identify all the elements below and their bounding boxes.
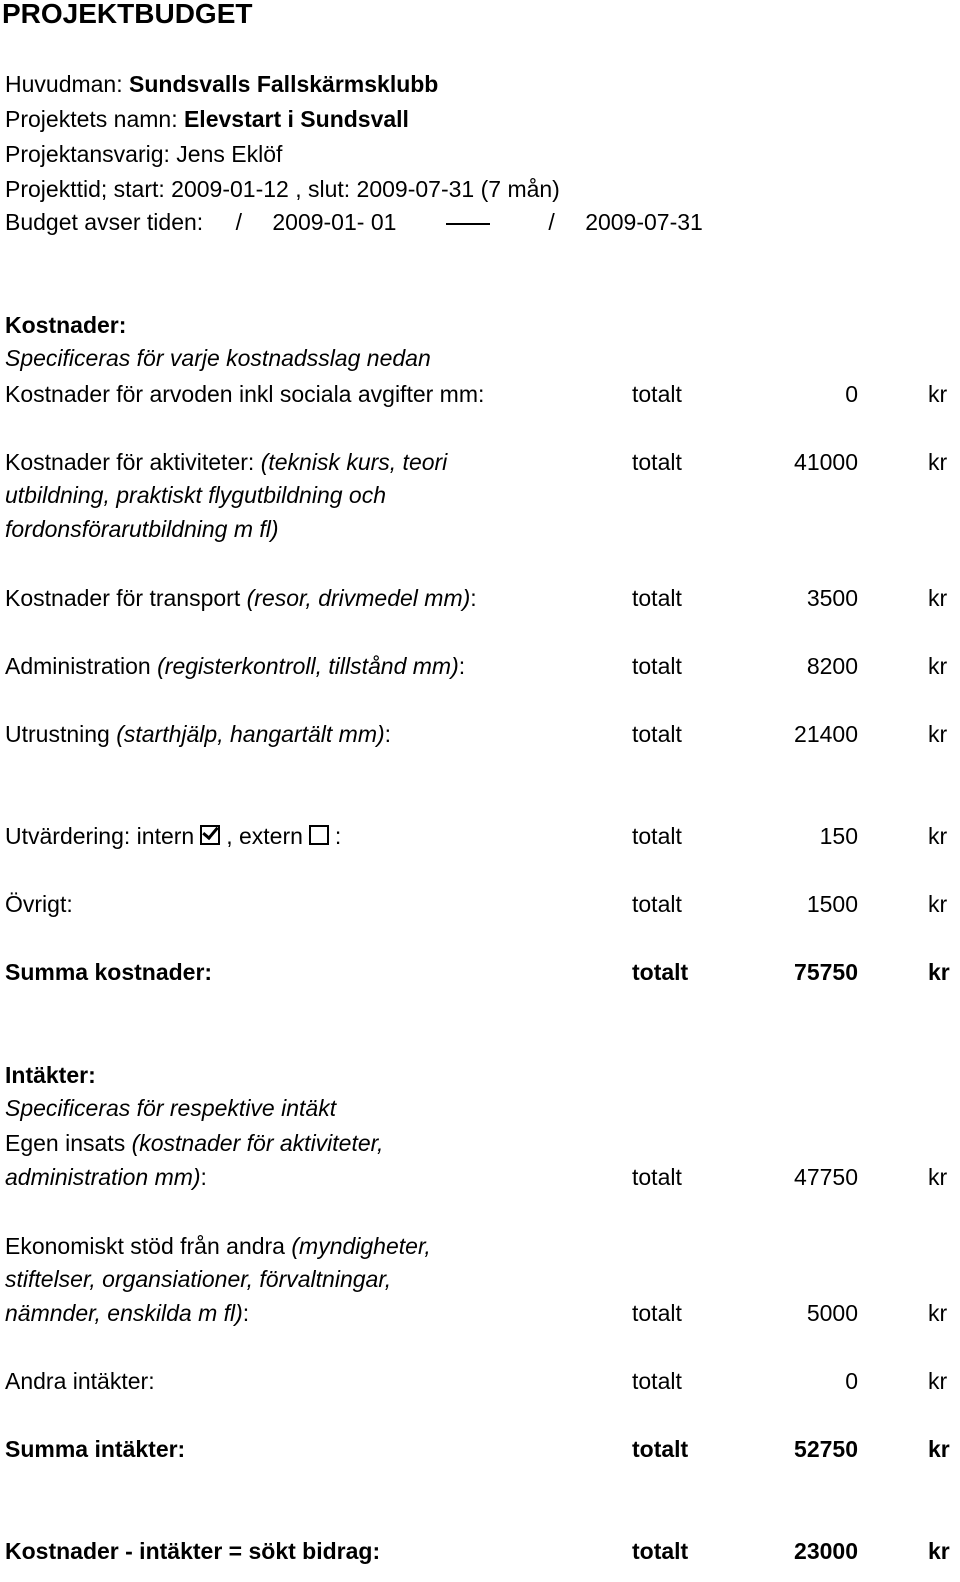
- unit-label: kr: [928, 449, 948, 475]
- income-amount-andra: 0: [845, 1368, 858, 1394]
- egen-note-line-2: [5, 1164, 207, 1191]
- aktiviteter-note: (teknisk kurs, teori: [260, 449, 448, 475]
- totalt-label: totalt: [632, 891, 682, 917]
- cost-amount-utrustning: 21400: [794, 721, 858, 747]
- cost-row-aktiviteter: [5, 449, 447, 476]
- totalt-label: totalt: [632, 721, 682, 747]
- totalt-label: totalt: [632, 449, 682, 475]
- stod-note-3: nämnder, enskilda m fl): [5, 1300, 243, 1326]
- huvudman-line: [5, 71, 438, 98]
- unit-label: kr: [928, 891, 948, 917]
- income-sum-amount: 52750: [794, 1436, 858, 1462]
- cost-row-utvardering: [5, 823, 341, 850]
- totalt-label: totalt: [632, 653, 682, 679]
- stod-note: (myndigheter,: [291, 1233, 431, 1259]
- budget-period-dash: [446, 223, 490, 225]
- admin-colon: :: [458, 653, 466, 679]
- egen-colon: :: [200, 1164, 207, 1190]
- income-amount-ekonomiskt-stod: 5000: [806, 1300, 858, 1326]
- unit-label: kr: [928, 1300, 948, 1326]
- extern-checkbox[interactable]: [309, 825, 329, 845]
- unit-label: kr: [928, 1368, 948, 1394]
- transport-colon: :: [470, 585, 477, 611]
- unit-label: kr: [928, 381, 948, 407]
- income-sum-label: Summa intäkter:: [5, 1436, 186, 1462]
- aktiviteter-note-line-2: utbildning, praktiskt flygutbildning och: [5, 482, 387, 508]
- unit-label: kr: [928, 721, 948, 747]
- totalt-label: totalt: [632, 1164, 682, 1190]
- totalt-label: totalt: [632, 381, 682, 407]
- unit-label: kr: [928, 653, 948, 679]
- project-name-value: Elevstart i Sundsvall: [183, 106, 409, 132]
- totalt-label: totalt: [632, 1368, 682, 1394]
- utvardering-extern-label: , extern: [226, 823, 303, 849]
- cost-amount-administration: 8200: [806, 653, 858, 679]
- huvudman-label: Huvudman:: [5, 71, 130, 97]
- cost-row-ovrigt: Övrigt:: [5, 891, 73, 917]
- budget-to-date: 2009-07-31: [585, 209, 703, 235]
- aktiviteter-label: Kostnader för aktiviteter:: [5, 449, 261, 475]
- stod-note-line-3: [5, 1300, 249, 1327]
- aktiviteter-note-line-3: fordonsförarutbildning m fl): [5, 516, 279, 542]
- utvardering-colon: :: [334, 823, 342, 849]
- admin-note: (registerkontroll, tillstånd mm): [157, 653, 459, 679]
- result-label: Kostnader - intäkter = sökt bidrag:: [5, 1538, 381, 1564]
- egen-note-2: administration mm): [5, 1164, 201, 1190]
- project-manager-line: Projektansvarig: Jens Eklöf: [5, 141, 283, 167]
- costs-heading: Kostnader:: [5, 312, 127, 338]
- unit-label: kr: [928, 1436, 950, 1462]
- totalt-label: totalt: [632, 585, 682, 611]
- cost-sum-label: Summa kostnader:: [5, 959, 213, 985]
- cost-row-arvoden: Kostnader för arvoden inkl sociala avgifter mm:: [5, 381, 485, 407]
- utrustning-note: (starthjälp, hangartält mm): [116, 721, 385, 747]
- costs-subheading: Specificeras för varje kostnadsslag nedan: [5, 345, 431, 371]
- income-row-ekonomiskt-stod: [5, 1233, 431, 1260]
- unit-label: kr: [928, 1164, 948, 1190]
- project-name-line: [5, 106, 409, 133]
- project-name-label: Projektets namn:: [5, 106, 184, 132]
- budget-period-label: Budget avser tiden:: [5, 209, 204, 235]
- stod-label: Ekonomiskt stöd från andra: [5, 1233, 292, 1259]
- income-subheading: Specificeras för respektive intäkt: [5, 1095, 337, 1121]
- cost-amount-aktiviteter: 41000: [794, 449, 858, 475]
- cost-row-utrustning: [5, 721, 391, 748]
- unit-label: kr: [928, 1538, 950, 1564]
- income-row-andra: Andra intäkter:: [5, 1368, 155, 1394]
- income-heading: Intäkter:: [5, 1062, 96, 1088]
- transport-label: Kostnader för transport: [5, 585, 247, 611]
- stod-colon: :: [242, 1300, 250, 1326]
- cost-sum-amount: 75750: [794, 959, 858, 985]
- cost-row-administration: [5, 653, 465, 680]
- unit-label: kr: [928, 585, 948, 611]
- huvudman-value: Sundsvalls Fallskärmsklubb: [129, 71, 439, 97]
- totalt-label: totalt: [632, 823, 682, 849]
- cost-amount-transport: 3500: [806, 585, 858, 611]
- totalt-label: totalt: [632, 1300, 682, 1326]
- cost-amount-utvardering: 150: [819, 823, 858, 849]
- unit-label: kr: [928, 959, 950, 985]
- totalt-label: totalt: [632, 1538, 689, 1564]
- egen-label: Egen insats: [5, 1130, 132, 1156]
- document-title: PROJEKTBUDGET: [2, 0, 253, 29]
- admin-label: Administration: [5, 653, 158, 679]
- egen-note: (kostnader för aktiviteter,: [131, 1130, 384, 1156]
- budget-to-slash: /: [548, 209, 555, 235]
- intern-checkbox[interactable]: [200, 825, 220, 845]
- income-row-egen-insats: [5, 1130, 383, 1157]
- totalt-label: totalt: [632, 959, 689, 985]
- budget-from-date: 2009-01- 01: [272, 209, 397, 235]
- project-period-line: Projekttid; start: 2009-01-12 , slut: 2009-07-31 (7 mån): [5, 176, 560, 202]
- budget-from-slash: /: [235, 209, 242, 235]
- stod-note-line-2: stiftelser, organsiationer, förvaltningar,: [5, 1266, 392, 1292]
- cost-row-transport: [5, 585, 477, 612]
- utrustning-colon: :: [384, 721, 392, 747]
- unit-label: kr: [928, 823, 948, 849]
- transport-note: (resor, drivmedel mm): [246, 585, 471, 611]
- cost-amount-ovrigt: 1500: [806, 891, 858, 917]
- result-amount: 23000: [794, 1538, 858, 1564]
- utvardering-label: Utvärdering: intern: [5, 823, 195, 849]
- income-amount-egen-insats: 47750: [794, 1164, 858, 1190]
- budget-period-line: [5, 209, 703, 236]
- totalt-label: totalt: [632, 1436, 689, 1462]
- utrustning-label: Utrustning: [5, 721, 117, 747]
- cost-amount-arvoden: 0: [845, 381, 858, 407]
